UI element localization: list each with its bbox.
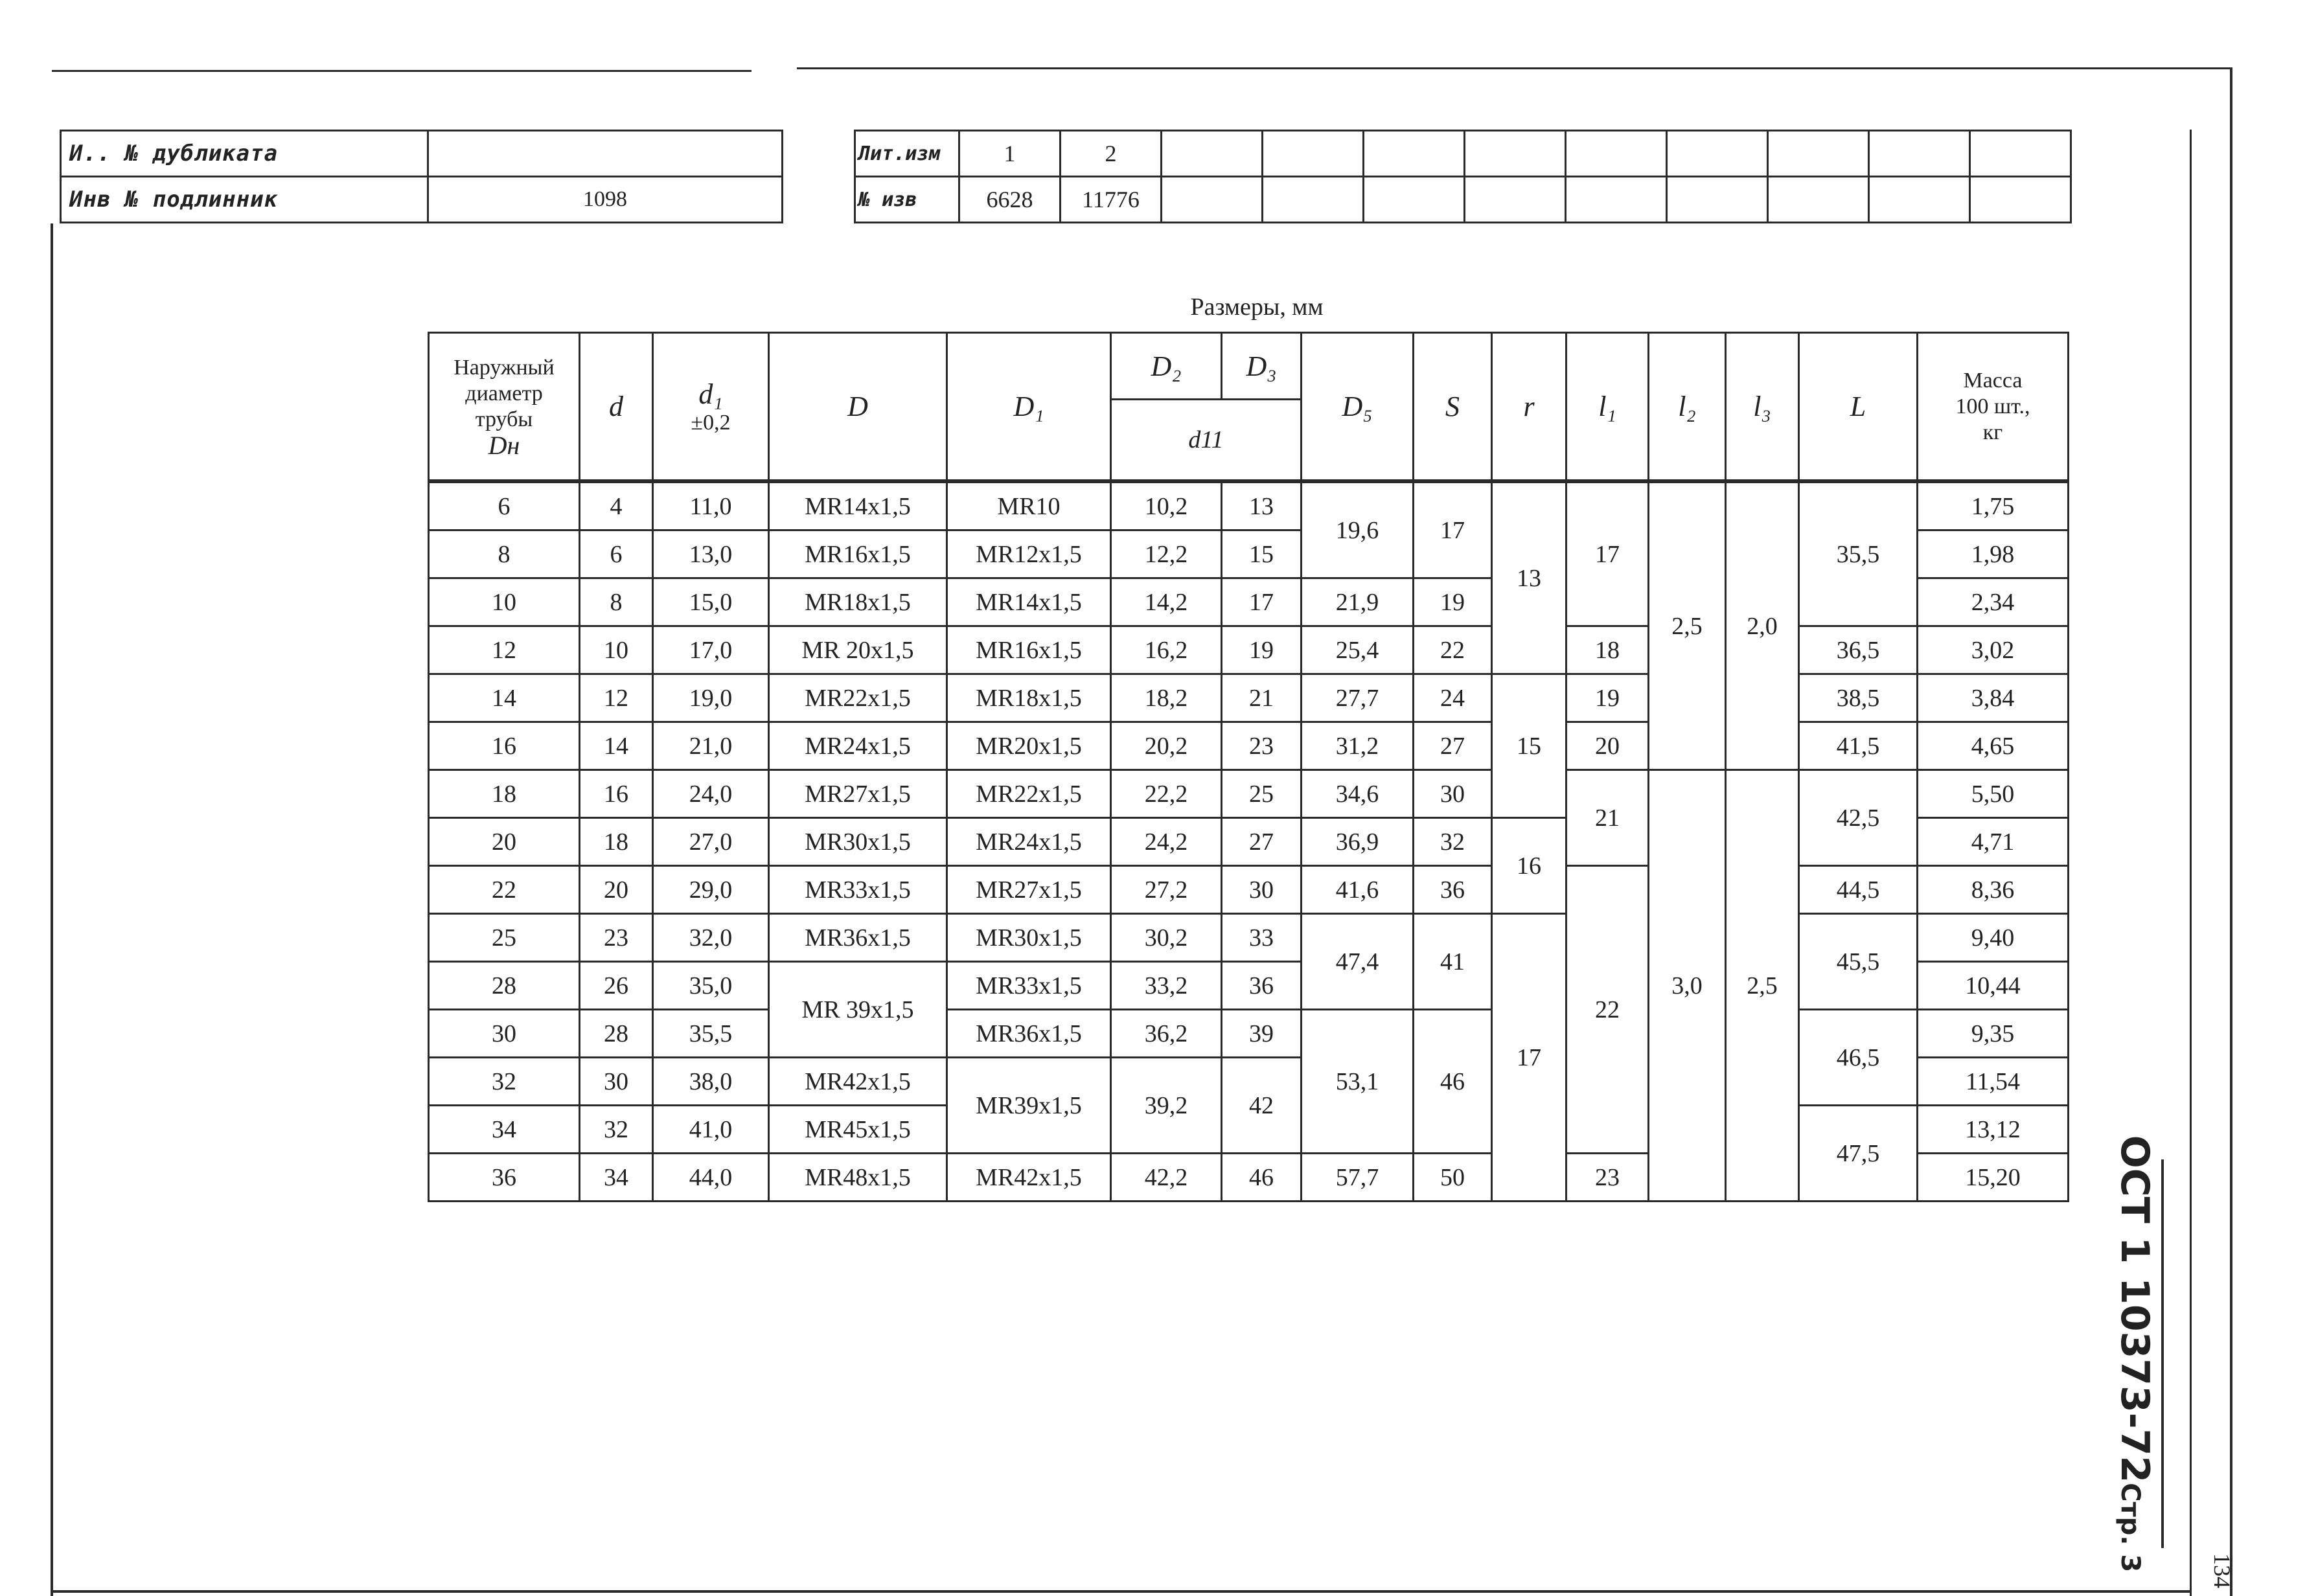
cell-L: 38,5 [1799,674,1918,722]
stamp-revision-letter-cell [1970,131,2071,177]
cell-D: MR18x1,5 [769,578,947,626]
cell-l1: 22 [1566,866,1649,1154]
table-caption: Размеры, мм [1190,293,1324,321]
cell-D: MR27x1,5 [769,770,947,818]
cell-L: 47,5 [1799,1106,1918,1202]
cell-D5: 19,6 [1302,481,1414,578]
cell-d: 14 [580,722,653,770]
stamp-revision-letter-cell: 2 [1061,131,1162,177]
cell-d: 8 [580,578,653,626]
sheet-number [2203,1555,2242,1587]
header-mass [1918,333,2069,482]
stamp-revision-letter-cell [1364,131,1465,177]
cell-l1: 23 [1566,1154,1649,1202]
cell-S: 24 [1414,674,1492,722]
header-d1 [653,333,769,482]
cell-D: MR45x1,5 [769,1106,947,1154]
cell-d1: 19,0 [653,674,769,722]
cell-mass: 1,98 [1918,530,2069,578]
cell-mass: 8,36 [1918,866,2069,914]
table-row [429,1010,2069,1058]
cell-l2: 3,0 [1649,770,1726,1202]
document-title-vertical [2109,1135,2161,1573]
cell-D2: 12,2 [1111,530,1222,578]
cell-d1: 15,0 [653,578,769,626]
header-outer-diameter-line3: трубы [475,407,533,431]
cell-D: MR14x1,5 [769,481,947,530]
header-D: D [769,333,947,482]
cell-mass: 11,54 [1918,1058,2069,1106]
top-rule-left [52,70,752,72]
cell-D2: 22,2 [1111,770,1222,818]
cell-l1: 18 [1566,626,1649,674]
cell-l1: 19 [1566,674,1649,722]
stamp-row-duplicate [61,131,783,177]
header-outer-diameter-line2: диаметр [465,381,543,405]
header-L: L [1799,333,1918,482]
cell-dh: 30 [429,1010,580,1058]
table-row [429,866,2069,914]
cell-S: 22 [1414,626,1492,674]
cell-D: MR 20x1,5 [769,626,947,674]
cell-D1: MR12x1,5 [947,530,1111,578]
cell-D1: MR22x1,5 [947,770,1111,818]
cell-D5: 25,4 [1302,626,1414,674]
cell-mass: 13,12 [1918,1106,2069,1154]
stamp-notice-number-cell [1364,177,1465,223]
cell-dh: 25 [429,914,580,962]
cell-d: 20 [580,866,653,914]
cell-D2: 33,2 [1111,962,1222,1010]
cell-d: 34 [580,1154,653,1202]
header-outer-diameter-symbol: Dн [488,430,520,460]
cell-dh: 32 [429,1058,580,1106]
cell-d: 28 [580,1010,653,1058]
cell-D2: 39,2 [1111,1058,1222,1154]
cell-D3: 21 [1222,674,1302,722]
cell-D3: 19 [1222,626,1302,674]
cell-dh: 34 [429,1106,580,1154]
stamp-row-revision-letter [855,131,2071,177]
cell-D3: 42 [1222,1058,1302,1154]
cell-d: 30 [580,1058,653,1106]
cell-d1: 11,0 [653,481,769,530]
cell-D: MR24x1,5 [769,722,947,770]
table-header-row [429,333,2069,400]
cell-S: 19 [1414,578,1492,626]
cell-L: 45,5 [1799,914,1918,1010]
cell-D1: MR30x1,5 [947,914,1111,962]
cell-l1: 21 [1566,770,1649,866]
cell-mass: 2,34 [1918,578,2069,626]
stamp-notice-number-cell [1970,177,2071,223]
table-row [429,770,2069,818]
cell-dh: 28 [429,962,580,1010]
stamp-notice-number-cell: 11776 [1061,177,1162,223]
cell-dh: 10 [429,578,580,626]
cell-D1: MR16x1,5 [947,626,1111,674]
cell-D: MR22x1,5 [769,674,947,722]
cell-d1: 35,5 [653,1010,769,1058]
cell-d1: 32,0 [653,914,769,962]
stamp-revision-letter-cell [1465,131,1566,177]
cell-S: 17 [1414,481,1492,578]
cell-D5: 57,7 [1302,1154,1414,1202]
stamp-revision-letter-cell [1869,131,1970,177]
cell-D: MR33x1,5 [769,866,947,914]
header-D5: D₅ [1302,333,1414,482]
stamp-row-notice-number [855,177,2071,223]
cell-d1: 41,0 [653,1106,769,1154]
cell-D5: 36,9 [1302,818,1414,866]
cell-D3: 33 [1222,914,1302,962]
stamp-label-revision-letter: Лит.изм [855,131,959,177]
stamp-revision-letter-cell [1768,131,1869,177]
cell-mass: 4,71 [1918,818,2069,866]
cell-D2: 36,2 [1111,1010,1222,1058]
left-border [51,223,53,1596]
cell-D1: MR20x1,5 [947,722,1111,770]
cell-D: MR 39x1,5 [769,962,947,1058]
stamp-revision-letter-cell [1263,131,1364,177]
cell-d: 32 [580,1106,653,1154]
header-outer-diameter [429,333,580,482]
cell-D2: 24,2 [1111,818,1222,866]
cell-D1: MR10 [947,481,1111,530]
cell-D5: 41,6 [1302,866,1414,914]
cell-S: 27 [1414,722,1492,770]
stamp-value-original: 1098 [428,177,783,223]
cell-D5: 53,1 [1302,1010,1414,1154]
cell-dh: 16 [429,722,580,770]
bottom-border [51,1590,2192,1593]
header-outer-diameter-line1: Наружный [453,355,555,380]
cell-mass: 4,65 [1918,722,2069,770]
cell-D5: 27,7 [1302,674,1414,722]
document-title-code: ОСТ 1 10373-72 [2112,1135,2157,1483]
cell-D1: MR42x1,5 [947,1154,1111,1202]
cell-r: 13 [1492,481,1566,674]
table-row [429,914,2069,962]
header-l2: l₂ [1649,333,1726,482]
cell-D3: 30 [1222,866,1302,914]
cell-dh: 18 [429,770,580,818]
stamp-notice-number-cell: 6628 [959,177,1061,223]
cell-d1: 13,0 [653,530,769,578]
cell-D1: MR14x1,5 [947,578,1111,626]
cell-D5: 47,4 [1302,914,1414,1010]
cell-mass: 9,35 [1918,1010,2069,1058]
cell-mass: 15,20 [1918,1154,2069,1202]
stamp-revision-letter-cell [1566,131,1667,177]
table-row [429,722,2069,770]
header-l3: l₃ [1726,333,1799,482]
cell-mass: 3,02 [1918,626,2069,674]
cell-d: 18 [580,818,653,866]
cell-S: 30 [1414,770,1492,818]
cell-d1: 44,0 [653,1154,769,1202]
cell-L: 35,5 [1799,481,1918,626]
stamp-revision-letter-cell: 1 [959,131,1061,177]
cell-dh: 6 [429,481,580,530]
stamp-notice-number-cell [1263,177,1364,223]
cell-dh: 36 [429,1154,580,1202]
cell-D2: 14,2 [1111,578,1222,626]
cell-mass: 1,75 [1918,481,2069,530]
cell-dh: 20 [429,818,580,866]
stamp-revision-letter-cell [1162,131,1263,177]
frame-right-border [2190,130,2192,1596]
cell-mass: 5,50 [1918,770,2069,818]
cell-D2: 27,2 [1111,866,1222,914]
cell-L: 44,5 [1799,866,1918,914]
table-row [429,674,2069,722]
cell-D2: 30,2 [1111,914,1222,962]
cell-l1: 20 [1566,722,1649,770]
table-row [429,481,2069,530]
cell-D3: 39 [1222,1010,1302,1058]
header-D2: D₂ [1111,333,1222,400]
cell-D2: 20,2 [1111,722,1222,770]
cell-D1: MR18x1,5 [947,674,1111,722]
stamp-row-original [61,177,783,223]
cell-d: 10 [580,626,653,674]
dimensions-table [428,332,2069,1202]
cell-d1: 27,0 [653,818,769,866]
cell-d: 26 [580,962,653,1010]
cell-D3: 13 [1222,481,1302,530]
document-page-label: Стр. 3 [2115,1483,2145,1573]
cell-D: MR48x1,5 [769,1154,947,1202]
stamp-notice-number-cell [1566,177,1667,223]
cell-D5: 21,9 [1302,578,1414,626]
cell-l1: 17 [1566,481,1649,626]
cell-D2: 16,2 [1111,626,1222,674]
table-row [429,626,2069,674]
cell-D5: 34,6 [1302,770,1414,818]
header-D3: D₃ [1222,333,1302,400]
cell-S: 41 [1414,914,1492,1010]
stamp-revisions [854,130,2072,223]
cell-D3: 46 [1222,1154,1302,1202]
header-D1: D₁ [947,333,1111,482]
cell-mass: 10,44 [1918,962,2069,1010]
cell-D1: MR24x1,5 [947,818,1111,866]
stamp-notice-number-cell [1162,177,1263,223]
stamp-duplicate-original [60,130,783,223]
cell-d1: 21,0 [653,722,769,770]
cell-d1: 24,0 [653,770,769,818]
header-d: d [580,333,653,482]
stamp-label-original: Инв № подлинник [61,177,428,223]
cell-d: 12 [580,674,653,722]
stamp-notice-number-cell [1667,177,1768,223]
cell-D3: 17 [1222,578,1302,626]
stamp-revision-letter-cell [1667,131,1768,177]
cell-D2: 18,2 [1111,674,1222,722]
cell-r: 15 [1492,674,1566,818]
cell-D5: 31,2 [1302,722,1414,770]
cell-D3: 36 [1222,962,1302,1010]
document-title-underline [2161,1159,2164,1548]
cell-D3: 25 [1222,770,1302,818]
cell-D3: 23 [1222,722,1302,770]
cell-D1: MR27x1,5 [947,866,1111,914]
header-S: S [1414,333,1492,482]
cell-dh: 12 [429,626,580,674]
cell-D2: 10,2 [1111,481,1222,530]
header-mass-line3: кг [1982,420,2003,444]
cell-L: 41,5 [1799,722,1918,770]
cell-D: MR16x1,5 [769,530,947,578]
cell-D2: 42,2 [1111,1154,1222,1202]
cell-d1: 17,0 [653,626,769,674]
header-d1-symbol: d₁ [698,378,723,410]
cell-S: 50 [1414,1154,1492,1202]
header-d1-tolerance: ±0,2 [691,411,731,435]
header-r: r [1492,333,1566,482]
cell-d: 16 [580,770,653,818]
cell-l3: 2,5 [1726,770,1799,1202]
header-l1: l₁ [1566,333,1649,482]
document-title-text [2112,1135,2157,1573]
cell-L: 42,5 [1799,770,1918,866]
cell-D1: MR33x1,5 [947,962,1111,1010]
cell-mass: 3,84 [1918,674,2069,722]
stamp-notice-number-cell [1768,177,1869,223]
cell-dh: 8 [429,530,580,578]
stamp-label-duplicate: И.. № дубликата [61,131,428,177]
right-border [2230,67,2232,1596]
cell-l2: 2,5 [1649,481,1726,770]
header-tolerance-d11: d11 [1111,400,1302,482]
cell-D: MR36x1,5 [769,914,947,962]
cell-d1: 35,0 [653,962,769,1010]
cell-D1: MR39x1,5 [947,1058,1111,1154]
stamp-value-duplicate [428,131,783,177]
header-mass-line2: 100 шт., [1955,394,2030,418]
cell-mass: 9,40 [1918,914,2069,962]
cell-D: MR42x1,5 [769,1058,947,1106]
cell-d: 4 [580,481,653,530]
top-rule-right [797,67,2232,69]
cell-d1: 29,0 [653,866,769,914]
cell-r: 16 [1492,818,1566,914]
cell-d: 6 [580,530,653,578]
cell-dh: 22 [429,866,580,914]
sheet-number-text: 134 [2209,1553,2235,1588]
cell-l3: 2,0 [1726,481,1799,770]
cell-d: 23 [580,914,653,962]
cell-L: 36,5 [1799,626,1918,674]
cell-d1: 38,0 [653,1058,769,1106]
cell-D: MR30x1,5 [769,818,947,866]
cell-D1: MR36x1,5 [947,1010,1111,1058]
cell-S: 46 [1414,1010,1492,1154]
stamp-label-notice-number: № изв [855,177,959,223]
cell-D3: 15 [1222,530,1302,578]
stamp-notice-number-cell [1869,177,1970,223]
header-mass-line1: Масса [1963,368,2023,393]
cell-S: 32 [1414,818,1492,866]
cell-L: 46,5 [1799,1010,1918,1106]
cell-dh: 14 [429,674,580,722]
cell-r: 17 [1492,914,1566,1202]
cell-D3: 27 [1222,818,1302,866]
stamp-notice-number-cell [1465,177,1566,223]
cell-S: 36 [1414,866,1492,914]
